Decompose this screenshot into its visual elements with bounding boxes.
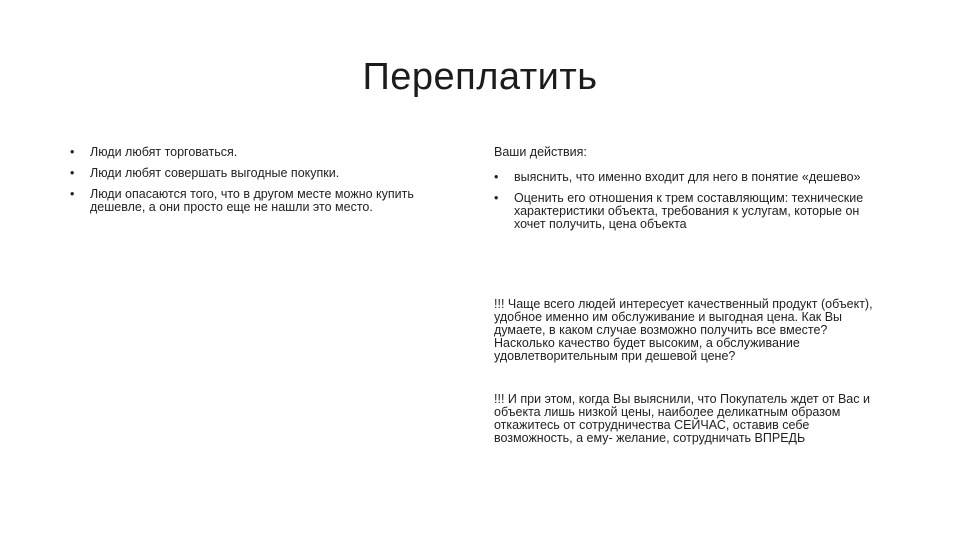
bullet-icon: • — [494, 170, 499, 184]
bullet-icon: • — [70, 187, 75, 201]
list-item — [70, 146, 460, 159]
list-item-text: Люди опасаются того, что в другом месте можно купить дешевле, а они просто еще не нашли это место. — [90, 187, 414, 214]
note-paragraph-quality: !!! Чаще всего людей интересует качественный продукт (объект), удобное именно им обслуживание и выгодная цена. Как Вы думаете, в каком случае возможно получить все вместе? Насколько качество будет высоким, а обслуживание удовлетворительным при дешевой цене? — [494, 297, 873, 363]
left-column — [70, 146, 460, 222]
list-item-text: Люди любят торговаться. — [90, 145, 238, 159]
left-bullet-list — [70, 146, 460, 214]
list-item — [494, 192, 886, 231]
actions-heading: Ваши действия: — [494, 145, 587, 159]
bullet-icon: • — [70, 145, 75, 159]
note-paragraph-decline: !!! И при этом, когда Вы выяснили, что Покупатель ждет от Вас и объекта лишь низкой цены, наиболее деликатным образом откажитесь от сотрудничества СЕЙЧАС, оставив себе возможность, а ему- желание, сотрудничать ВПРЕДЬ — [494, 392, 870, 445]
list-item-text: выяснить, что именно входит для него в понятие «дешево» — [514, 170, 861, 184]
bullet-icon: • — [494, 191, 499, 205]
list-item — [70, 188, 460, 214]
list-item — [70, 167, 460, 180]
bullet-icon: • — [70, 166, 75, 180]
slide-title: Переплатить — [362, 56, 598, 98]
right-column — [494, 146, 886, 239]
right-bullet-list — [494, 171, 886, 231]
list-item — [494, 171, 886, 184]
list-item-text: Люди любят совершать выгодные покупки. — [90, 166, 340, 180]
list-item-text: Оценить его отношения к трем составляющим: технические характеристики объекта, требования к услугам, которые он хочет получить, цена объекта — [514, 191, 864, 231]
